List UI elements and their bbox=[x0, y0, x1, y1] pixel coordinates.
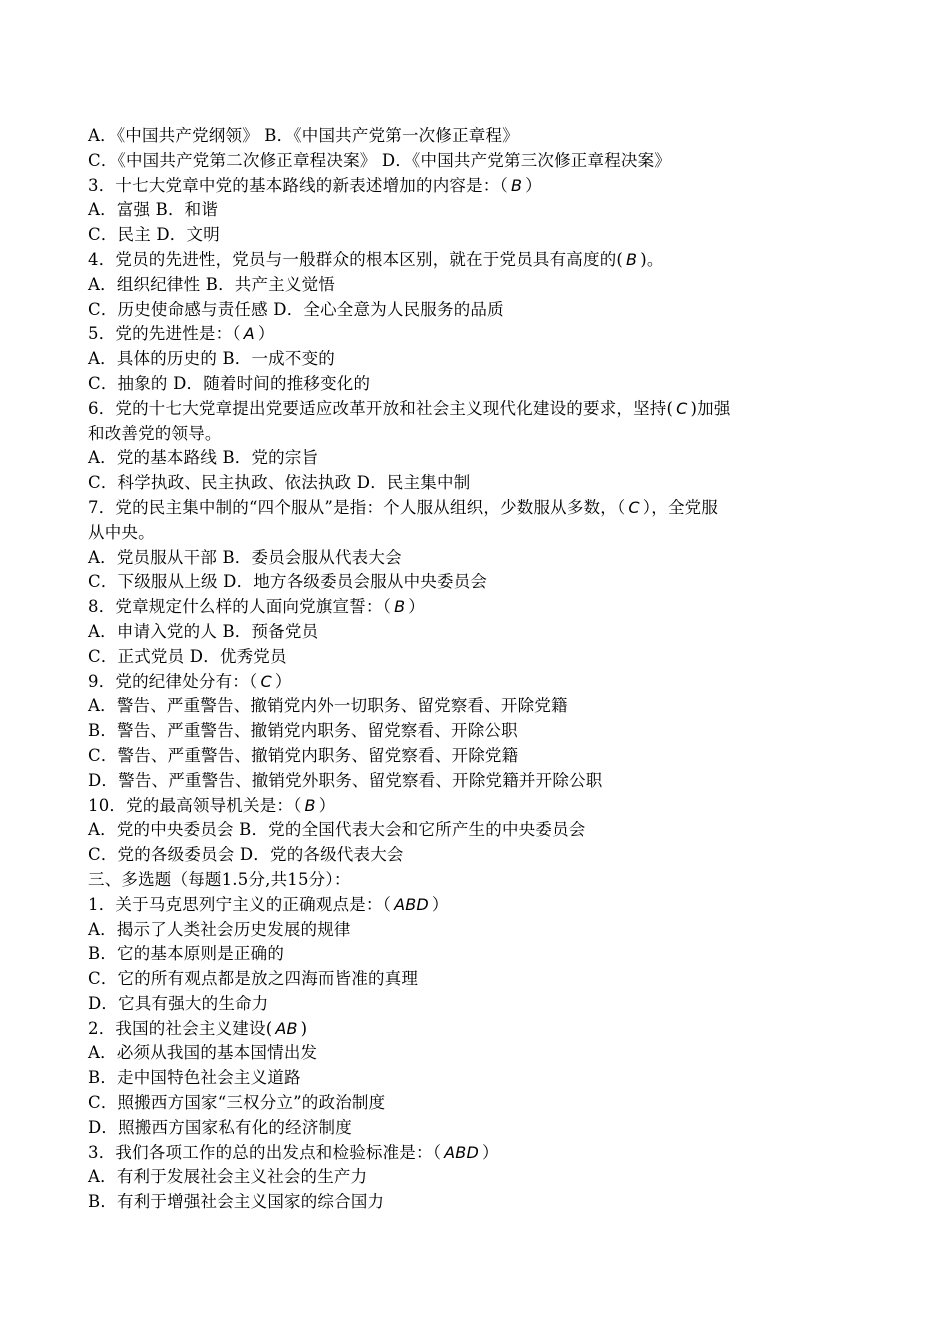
line-suffix: ） bbox=[408, 597, 425, 617]
text-line bbox=[88, 298, 868, 323]
line-text: A．具体的历史的 B．一成不变的 bbox=[88, 349, 335, 369]
line-text: B．它的基本原则是正确的 bbox=[88, 944, 285, 964]
line-text: B．警告、严重警告、撤销党内职务、留党察看、开除公职 bbox=[88, 721, 518, 741]
text-line bbox=[88, 1041, 868, 1066]
text-line bbox=[88, 1190, 868, 1215]
text-line bbox=[88, 719, 868, 744]
text-line bbox=[88, 372, 868, 397]
line-text: 9．党的纪律处分有：（ bbox=[88, 671, 258, 691]
answer-key: A bbox=[243, 324, 255, 344]
line-suffix: ） bbox=[431, 894, 449, 914]
text-line bbox=[88, 992, 868, 1017]
line-suffix: )。 bbox=[640, 249, 664, 269]
answer-key: B bbox=[304, 795, 316, 815]
text-line bbox=[88, 446, 868, 471]
text-line bbox=[88, 843, 868, 868]
text-line bbox=[88, 868, 868, 893]
line-suffix: ） bbox=[482, 1142, 499, 1162]
line-text: 6．党的十七大党章提出党要适应改革开放和社会主义现代化建设的要求，坚持( bbox=[88, 398, 674, 418]
line-text: 从中央。 bbox=[88, 522, 155, 542]
line-suffix: ) bbox=[300, 1018, 308, 1038]
text-line bbox=[88, 794, 868, 819]
line-text: C．警告、严重警告、撤销党内职务、留党察看、开除党籍 bbox=[88, 745, 519, 765]
text-line bbox=[88, 546, 868, 571]
text-line bbox=[88, 1091, 868, 1116]
answer-key: B bbox=[626, 249, 638, 269]
line-suffix: ） bbox=[318, 795, 336, 815]
text-line bbox=[88, 694, 868, 719]
line-text: 和改善党的领导。 bbox=[88, 423, 222, 443]
line-text: C．下级服从上级 D．地方各级委员会服从中央委员会 bbox=[88, 572, 488, 592]
line-text: C．民主 D．文明 bbox=[88, 225, 220, 245]
text-line bbox=[88, 496, 868, 521]
line-text: 3．十七大党章中党的基本路线的新表述增加的内容是：（ bbox=[88, 175, 508, 195]
text-line bbox=[88, 422, 868, 447]
text-line bbox=[88, 248, 868, 273]
text-line bbox=[88, 223, 868, 248]
line-text: A．富强 B．和谐 bbox=[88, 200, 219, 220]
line-text: 三、多选题（每题1.5分,共15分）： bbox=[88, 869, 351, 889]
text-line bbox=[88, 967, 868, 992]
line-text: 8．党章规定什么样的人面向党旗宣誓：（ bbox=[88, 597, 392, 617]
answer-key: B bbox=[394, 597, 406, 617]
line-text: A．有利于发展社会主义社会的生产力 bbox=[88, 1167, 368, 1187]
text-line bbox=[88, 273, 868, 298]
line-text: D．它具有强大的生命力 bbox=[88, 993, 269, 1013]
line-text: C．它的所有观点都是放之四海而皆准的真理 bbox=[88, 969, 419, 989]
line-suffix: ），全党服 bbox=[642, 497, 719, 517]
line-text: A．必须从我国的基本国情出发 bbox=[88, 1043, 318, 1063]
text-line bbox=[88, 1165, 868, 1190]
text-line bbox=[88, 174, 868, 199]
text-line bbox=[88, 521, 868, 546]
line-text: C．历史使命感与责任感 D．全心全意为人民服务的品质 bbox=[88, 299, 504, 319]
line-text: C．抽象的 D．随着时间的推移变化的 bbox=[88, 373, 371, 393]
line-text: 1．关于马克思列宁主义的正确观点是：（ bbox=[88, 894, 392, 914]
answer-key: B bbox=[510, 175, 523, 195]
line-text: D．警告、严重警告、撤销党外职务、留党察看、开除党籍并开除公职 bbox=[88, 770, 603, 790]
line-text: 5．党的先进性是：（ bbox=[88, 324, 241, 344]
line-text: A．揭示了人类社会历史发展的规律 bbox=[88, 919, 351, 939]
line-text: 10．党的最高领导机关是：（ bbox=[88, 795, 302, 815]
line-text: A．警告、严重警告、撤销党内外一切职务、留党察看、开除党籍 bbox=[88, 696, 568, 716]
line-text: A．《中国共产党纲领》 B．《中国共产党第一次修正章程》 bbox=[88, 126, 519, 145]
text-line bbox=[88, 347, 868, 372]
answer-key: C bbox=[628, 497, 640, 517]
line-text: D．照搬西方国家私有化的经济制度 bbox=[88, 1117, 352, 1137]
text-line bbox=[88, 818, 868, 843]
text-line bbox=[88, 1141, 868, 1166]
text-line bbox=[88, 570, 868, 595]
text-line bbox=[88, 942, 868, 967]
line-text: C．党的各级委员会 D．党的各级代表大会 bbox=[88, 845, 404, 865]
text-line bbox=[88, 149, 868, 174]
line-text: C．正式党员 D．优秀党员 bbox=[88, 646, 287, 666]
answer-key: AB bbox=[275, 1018, 298, 1038]
text-line bbox=[88, 918, 868, 943]
line-suffix: ） bbox=[257, 324, 275, 344]
line-text: 7．党的民主集中制的“四个服从”是指：个人服从组织，少数服从多数，（ bbox=[88, 497, 626, 517]
text-line bbox=[88, 322, 868, 347]
text-line bbox=[88, 397, 868, 422]
text-line bbox=[88, 769, 868, 794]
text-line bbox=[88, 645, 868, 670]
line-text: 4．党员的先进性，党员与一般群众的根本区别，就在于党员具有高度的( bbox=[88, 249, 624, 269]
text-line bbox=[88, 1017, 868, 1042]
text-line bbox=[88, 893, 868, 918]
line-text: B．走中国特色社会主义道路 bbox=[88, 1068, 301, 1088]
answer-key: C bbox=[260, 671, 272, 691]
line-text: C．科学执政、民主执政、依法执政 D．民主集中制 bbox=[88, 473, 471, 493]
text-line bbox=[88, 471, 868, 496]
text-line bbox=[88, 1066, 868, 1091]
line-suffix: ） bbox=[525, 175, 542, 195]
line-text: 3．我们各项工作的总的出发点和检验标准是：（ bbox=[88, 1142, 442, 1162]
line-text: C．照搬西方国家“三权分立”的政治制度 bbox=[88, 1093, 386, 1113]
line-text: 2．我国的社会主义建设( bbox=[88, 1018, 273, 1038]
line-text: C．《中国共产党第二次修正章程决案》 D．《中国共产党第三次修正章程决案》 bbox=[88, 150, 671, 170]
text-line bbox=[88, 595, 868, 620]
text-line bbox=[88, 198, 868, 223]
line-text: A．党员服从干部 B．委员会服从代表大会 bbox=[88, 547, 402, 567]
text-line bbox=[88, 620, 868, 645]
line-text: B．有利于增强社会主义国家的综合国力 bbox=[88, 1192, 385, 1212]
text-line bbox=[88, 670, 868, 695]
line-text: A．党的基本路线 B．党的宗旨 bbox=[88, 448, 319, 468]
line-text: A．党的中央委员会 B．党的全国代表大会和它所产生的中央委员会 bbox=[88, 820, 586, 840]
line-text: A．组织纪律性 B．共产主义觉悟 bbox=[88, 274, 335, 294]
answer-key: ABD bbox=[444, 1142, 479, 1162]
document-page bbox=[88, 124, 868, 1215]
line-suffix: ） bbox=[274, 671, 292, 691]
text-line bbox=[88, 124, 868, 149]
text-line bbox=[88, 744, 868, 769]
line-suffix: )加强 bbox=[690, 398, 731, 418]
line-text: A．申请入党的人 B．预备党员 bbox=[88, 621, 319, 641]
answer-key: C bbox=[676, 398, 688, 418]
answer-key: ABD bbox=[394, 894, 429, 914]
text-line bbox=[88, 1116, 868, 1141]
